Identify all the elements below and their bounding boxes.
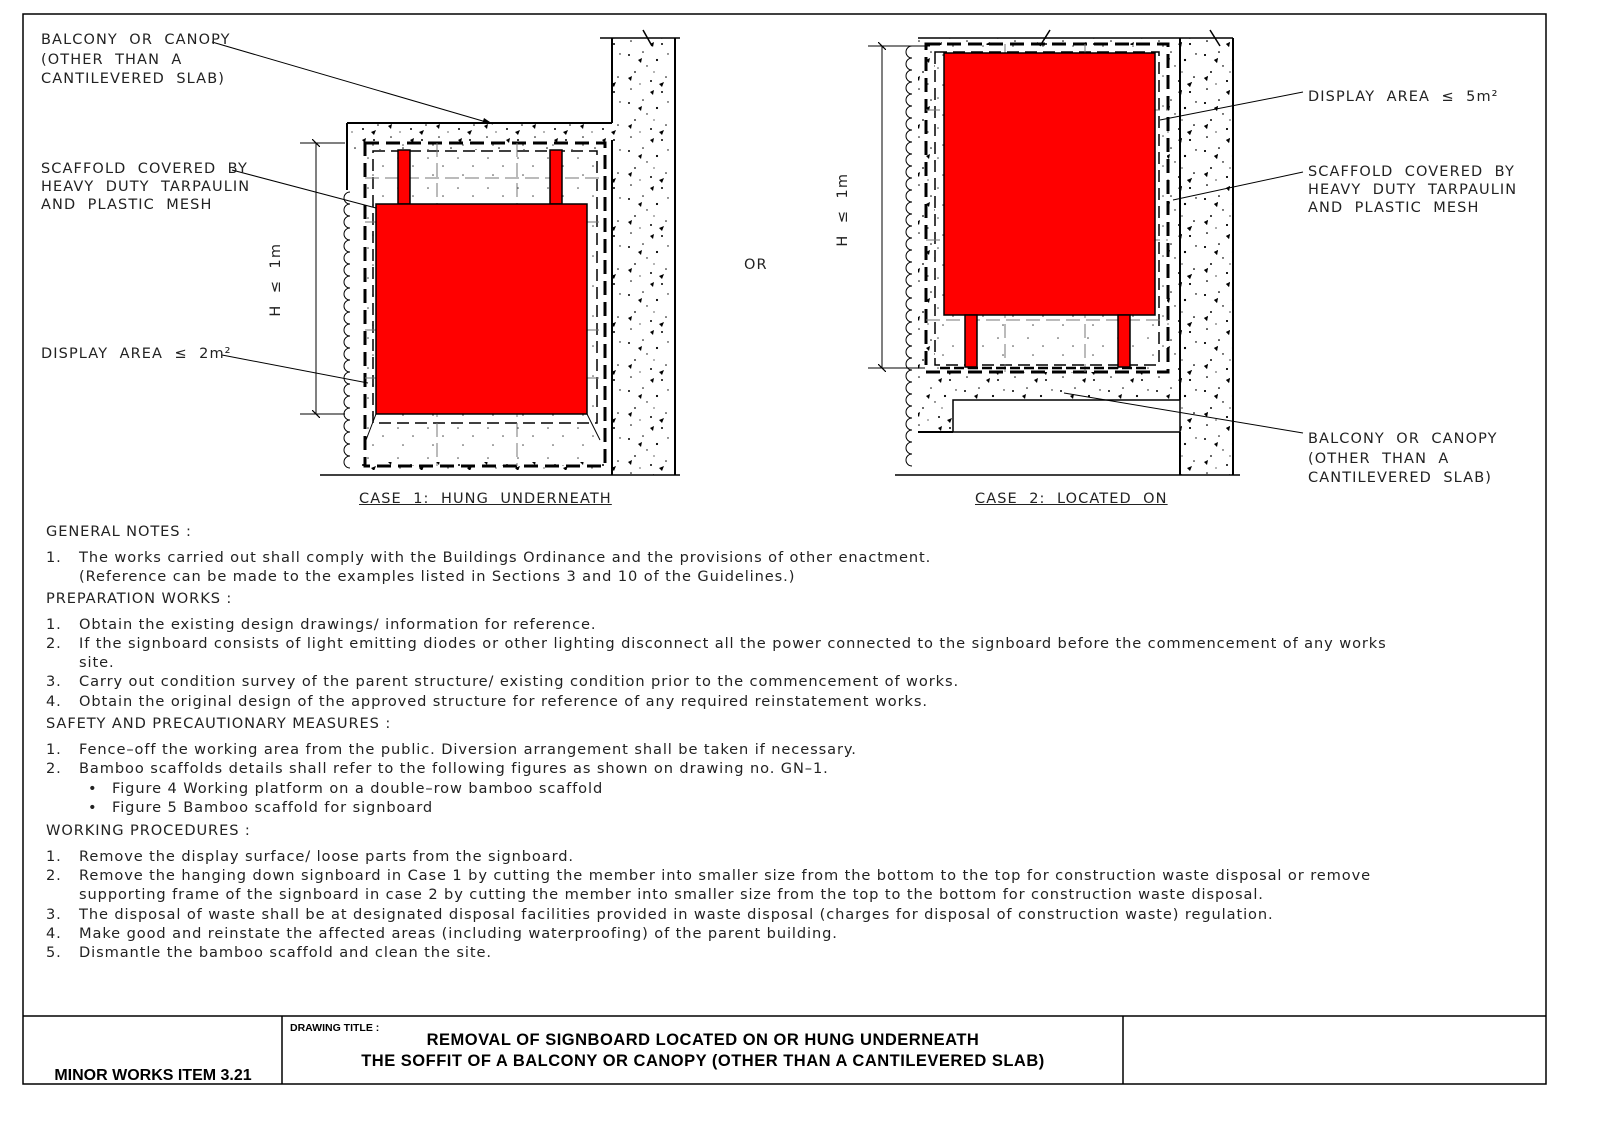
- case1-signboard: [376, 204, 587, 414]
- case2-display-area-label: DISPLAY AREA ≤ 5m²: [1308, 89, 1499, 105]
- case2-height-dimension: H ≤ 1m: [835, 172, 852, 247]
- drawing-title-line1: REMOVAL OF SIGNBOARD LOCATED ON OR HUNG UNDERNEATH: [426, 1031, 980, 1049]
- case2-diagram: [868, 30, 1303, 475]
- note-number: 2.: [46, 866, 62, 884]
- note-item: [46, 692, 1586, 711]
- note-text: Make good and reinstate the affected areas (including waterproofing) of the parent building.: [79, 924, 838, 942]
- note-text-continued: (Reference can be made to the examples listed in Sections 3 and 10 of the Guidelines.): [79, 568, 796, 586]
- drawing-title-line2: THE SOFFIT OF A BALCONY OR CANOPY (OTHER THAN A CANTILEVERED SLAB): [361, 1052, 1045, 1070]
- note-text: If the signboard consists of light emitting diodes or other lighting disconnect all the power connected to the signboard before the commencement of any works: [79, 634, 1387, 652]
- note-item: [46, 905, 1586, 924]
- note-item: [46, 924, 1586, 943]
- case1-caption: CASE 1: HUNG UNDERNEATH: [359, 491, 612, 507]
- note-item: [46, 548, 1586, 587]
- signboard-support-right: [1118, 315, 1130, 367]
- bullet-icon: •: [88, 779, 98, 797]
- or-label: OR: [744, 257, 768, 273]
- bullet-text: Figure 4 Working platform on a double–row bamboo scaffold: [112, 779, 604, 797]
- note-text: The disposal of waste shall be at designated disposal facilities provided in waste disposal (charges for disposal of construction waste) regulation.: [79, 905, 1274, 923]
- note-item: [46, 759, 1586, 778]
- note-text: Carry out condition survey of the parent structure/ existing condition prior to the commencement of works.: [79, 673, 960, 691]
- note-text: Fence–off the working area from the public. Diversion arrangement shall be taken if necessary.: [79, 741, 857, 759]
- note-number: 2.: [46, 634, 62, 652]
- note-item: [46, 634, 1586, 673]
- minor-works-item: MINOR WORKS ITEM 3.21: [54, 1067, 252, 1084]
- case2-caption: CASE 2: LOCATED ON: [975, 491, 1168, 507]
- drawing-title-label: DRAWING TITLE :: [290, 1022, 380, 1034]
- note-item: [46, 943, 1586, 962]
- note-bullet: [46, 798, 1586, 817]
- section-heading: WORKING PROCEDURES :: [46, 821, 251, 839]
- note-text: Remove the hanging down signboard in Case 1 by cutting the member into smaller size from the bottom to the top for construction waste disposal or remove: [79, 866, 1372, 884]
- note-item: [46, 740, 1586, 759]
- case1-scaffold-label: SCAFFOLD COVERED BY HEAVY DUTY TARPAULIN AND PLASTIC MESH: [41, 161, 251, 213]
- note-text: Dismantle the bamboo scaffold and clean the site.: [79, 944, 492, 962]
- note-number: 4.: [46, 692, 62, 710]
- note-text: The works carried out shall comply with the Buildings Ordinance and the provisions of other enactment.: [79, 549, 932, 566]
- note-bullet: [46, 779, 1586, 798]
- note-text: Obtain the existing design drawings/ information for reference.: [79, 615, 597, 633]
- case2-scaffold-label: SCAFFOLD COVERED BY HEAVY DUTY TARPAULIN AND PLASTIC MESH: [1308, 164, 1518, 216]
- note-number: 3.: [46, 905, 62, 923]
- case2-signboard: [944, 53, 1155, 315]
- note-text: Bamboo scaffolds details shall refer to the following figures as shown on drawing no. GN–1.: [79, 760, 829, 778]
- signboard-hanger-left: [398, 150, 410, 204]
- drawing-title: [284, 1030, 1122, 1072]
- section-heading: GENERAL NOTES :: [46, 523, 192, 540]
- bullet-icon: •: [88, 798, 98, 816]
- signboard-hanger-right: [550, 150, 562, 204]
- note-number: 1.: [46, 549, 62, 566]
- note-text: Remove the display surface/ loose parts from the signboard.: [79, 847, 574, 865]
- case1-balcony-label: BALCONY OR CANOPY (OTHER THAN A CANTILEVERED SLAB): [41, 32, 231, 87]
- notes-section: [46, 522, 1586, 962]
- note-number: 1.: [46, 741, 62, 759]
- case1-display-area-label: DISPLAY AREA ≤ 2m²: [41, 346, 232, 362]
- signboard-support-left: [965, 315, 977, 367]
- note-text-continued: site.: [79, 654, 115, 672]
- section-heading: PREPARATION WORKS :: [46, 589, 233, 607]
- bullet-text: Figure 5 Bamboo scaffold for signboard: [112, 798, 434, 816]
- note-item: [46, 672, 1586, 691]
- note-number: 1.: [46, 615, 62, 633]
- note-number: 4.: [46, 924, 62, 942]
- note-item: [46, 615, 1586, 634]
- case1-height-dimension: H ≤ 1m: [268, 242, 285, 317]
- section-heading: SAFETY AND PRECAUTIONARY MEASURES :: [46, 715, 392, 733]
- note-number: 5.: [46, 944, 62, 962]
- note-number: 1.: [46, 847, 62, 865]
- note-item: [46, 866, 1586, 905]
- case2-balcony-label: BALCONY OR CANOPY (OTHER THAN A CANTILEVERED SLAB): [1308, 431, 1498, 486]
- note-text: Obtain the original design of the approved structure for reference of any required reinstatement works.: [79, 692, 928, 710]
- note-number: 2.: [46, 760, 62, 778]
- note-number: 3.: [46, 673, 62, 691]
- note-item: [46, 847, 1586, 866]
- note-text-continued: supporting frame of the signboard in case 2 by cutting the member into smaller size from the top to the bottom for construction waste disposal.: [79, 886, 1264, 904]
